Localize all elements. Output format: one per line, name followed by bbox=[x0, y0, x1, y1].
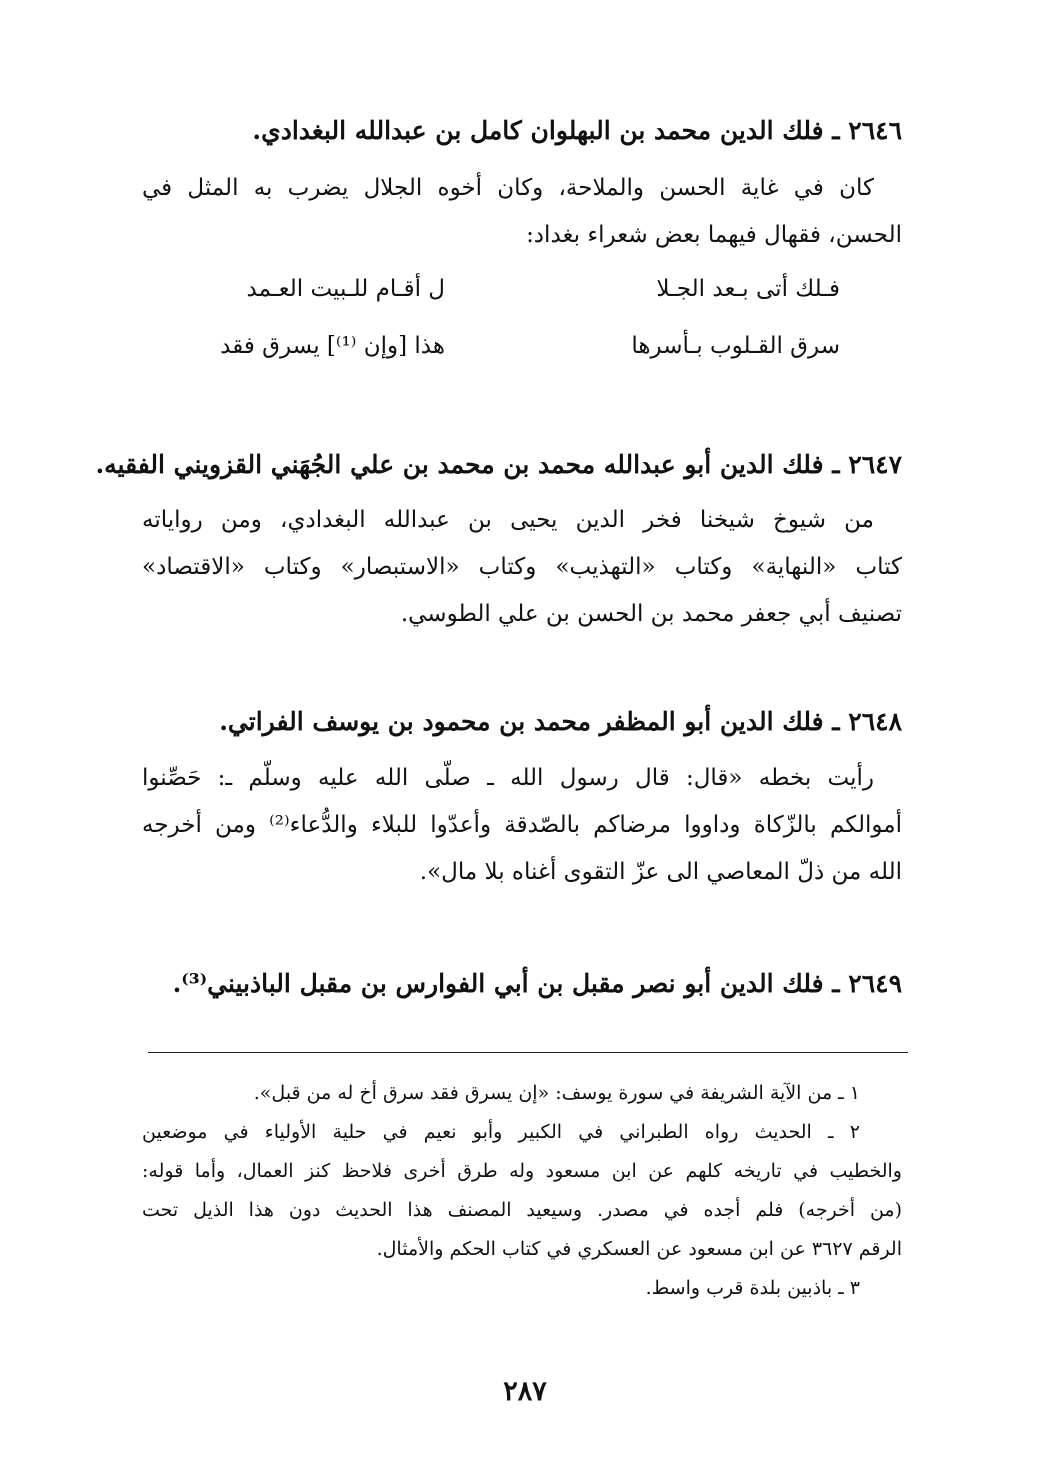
footnotes bbox=[142, 1074, 902, 1308]
footnote-line: الرقم ٣٦٢٧ عن ابن مسعود عن العسكري في كتاب الحكم والأمثال. bbox=[376, 1238, 902, 1260]
text-line: الحسن، فقهال فيهما بعض شعراء بغداد: bbox=[526, 222, 902, 248]
verse-first-hemistich: فـلك أتى بـعد الجـلا bbox=[656, 276, 840, 302]
text-line: الله من ذلّ المعاصي الى عزّ التقوى أغناه بلا مال». bbox=[419, 859, 902, 885]
text-line: أموالكم بالزّكاة وداووا مرضاكم بالصّدقة وأعدّوا للبلاء والدُّعاء⁽²⁾ ومن أخرجه bbox=[142, 812, 902, 838]
text-line: كان في غاية الحسن والملاحة، وكان أخوه الجلال يضرب به المثل في bbox=[142, 175, 874, 201]
footnote-line: ١ ـ من الآية الشريفة في سورة يوسف: «إن يسرق فقد سرق أخ له من قبل». bbox=[253, 1082, 860, 1104]
verse-second-hemistich: ل أقـام للـبيت العـمد bbox=[246, 276, 445, 302]
entry-body-2648 bbox=[142, 755, 902, 896]
text-line: كتاب «النهاية» وكتاب «التهذيب» وكتاب «الاستبصار» وكتاب «الاقتصاد» bbox=[142, 554, 902, 580]
footnote-line: ٣ ـ باذبين بلدة قرب واسط. bbox=[645, 1277, 860, 1299]
page-number: ٢٨٧ bbox=[503, 1376, 547, 1407]
footnote-separator bbox=[148, 1052, 908, 1053]
verse-first-hemistich: سرق القـلوب بـأسرها bbox=[631, 333, 840, 359]
entry-body-2646 bbox=[142, 165, 902, 259]
entry-heading-2646: ٢٦٤٦ ـ فلك الدين محمد بن البهلوان كامل بن عبدالله البغدادي. bbox=[252, 116, 902, 145]
text-line: رأيت بخطه «قال: قال رسول الله ـ صلّى الله عليه وسلّم ـ: حَصِّنوا bbox=[142, 765, 874, 791]
text-line: تصنيف أبي جعفر محمد بن الحسن بن علي الطوسي. bbox=[400, 601, 902, 627]
entry-body-2647 bbox=[142, 497, 902, 638]
footnote-line: (من أخرجه) فلم أجده في مصدر. وسيعيد المصنف هذا الحديث دون هذا الذيل تحت bbox=[142, 1199, 902, 1221]
text-line: من شيوخ شيخنا فخر الدين يحيى بن عبدالله البغدادي، ومن رواياته bbox=[142, 507, 874, 533]
entry-heading-2649: ٢٦٤٩ ـ فلك الدين أبو نصر مقبل بن أبي الفوارس بن مقبل الباذبيني⁽³⁾. bbox=[172, 969, 902, 998]
entry-heading-2647: ٢٦٤٧ ـ فلك الدين أبو عبدالله محمد بن محمد بن علي الجُهَني القزويني الفقيه. bbox=[95, 450, 902, 479]
footnote-line: ٢ ـ الحديث رواه الطبراني في الكبير وأبو نعيم في حلية الأولياء في موضعين bbox=[142, 1121, 860, 1143]
verse-line-1 bbox=[210, 276, 840, 316]
verse-line-2 bbox=[210, 333, 840, 373]
entry-heading-2648: ٢٦٤٨ ـ فلك الدين أبو المظفر محمد بن محمود بن يوسف الفراتي. bbox=[219, 707, 902, 736]
verse-second-hemistich: هذا [وإن ⁽¹⁾] يسرق فقد bbox=[220, 333, 445, 359]
footnote-line: والخطيب في تاريخه كلهم عن ابن مسعود وله طرق أخرى فلاحظ كنز العمال، وأما قوله: bbox=[142, 1160, 902, 1182]
